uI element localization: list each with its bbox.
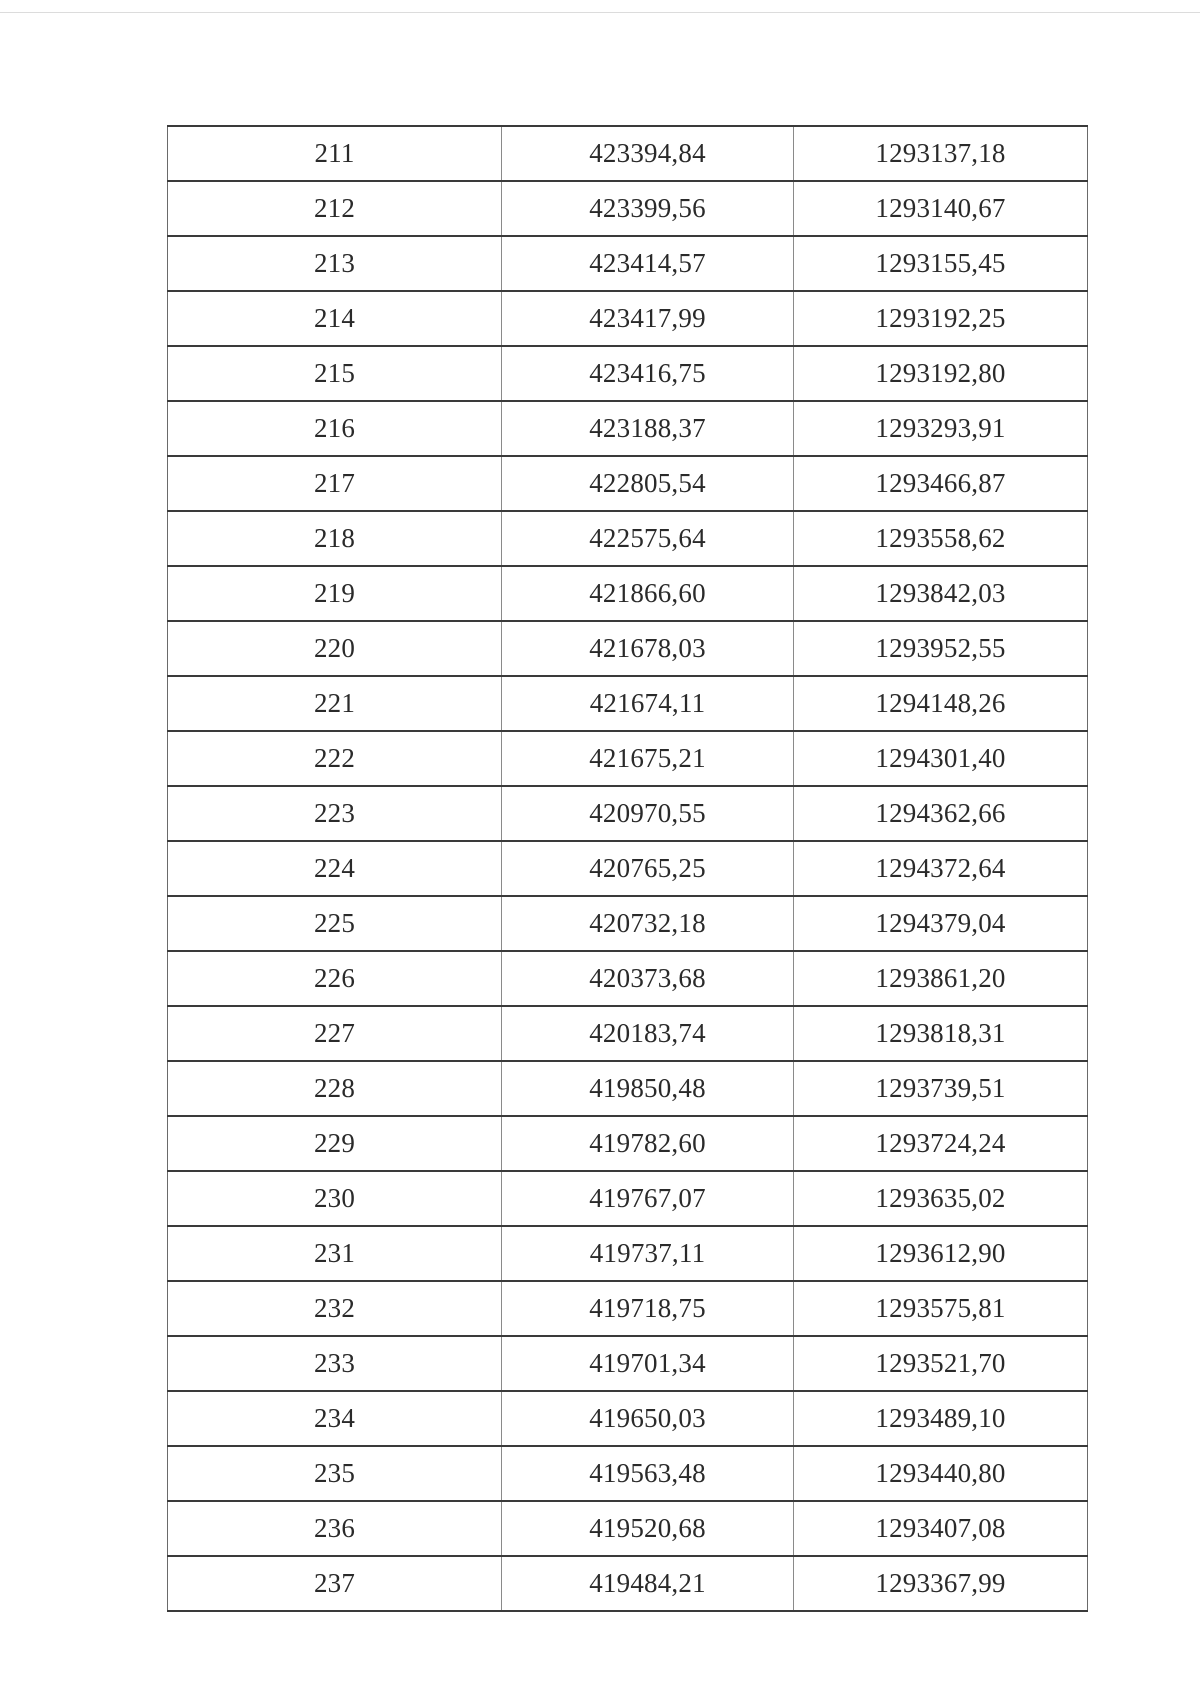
y-coordinate-cell: 1293575,81 [794, 1281, 1088, 1336]
coordinates-table-body [168, 126, 1088, 1611]
table-row [168, 456, 1088, 511]
y-coordinate-cell: 1293192,80 [794, 346, 1088, 401]
table-row [168, 566, 1088, 621]
y-coordinate-cell: 1293842,03 [794, 566, 1088, 621]
x-coordinate-cell: 419850,48 [502, 1061, 794, 1116]
table-row [168, 1226, 1088, 1281]
point-number-cell: 223 [168, 786, 502, 841]
x-coordinate-cell: 420183,74 [502, 1006, 794, 1061]
x-coordinate-cell: 420970,55 [502, 786, 794, 841]
y-coordinate-cell: 1293612,90 [794, 1226, 1088, 1281]
point-number-cell: 236 [168, 1501, 502, 1556]
point-number-cell: 222 [168, 731, 502, 786]
point-number-cell: 234 [168, 1391, 502, 1446]
x-coordinate-cell: 419484,21 [502, 1556, 794, 1611]
table-row [168, 291, 1088, 346]
y-coordinate-cell: 1294372,64 [794, 841, 1088, 896]
point-number-cell: 212 [168, 181, 502, 236]
point-number-cell: 227 [168, 1006, 502, 1061]
table-row [168, 1501, 1088, 1556]
x-coordinate-cell: 423394,84 [502, 126, 794, 181]
point-number-cell: 231 [168, 1226, 502, 1281]
point-number-cell: 217 [168, 456, 502, 511]
y-coordinate-cell: 1293739,51 [794, 1061, 1088, 1116]
point-number-cell: 228 [168, 1061, 502, 1116]
x-coordinate-cell: 421675,21 [502, 731, 794, 786]
y-coordinate-cell: 1293140,67 [794, 181, 1088, 236]
table-row [168, 1171, 1088, 1226]
x-coordinate-cell: 419520,68 [502, 1501, 794, 1556]
y-coordinate-cell: 1294148,26 [794, 676, 1088, 731]
table-row [168, 401, 1088, 456]
y-coordinate-cell: 1293861,20 [794, 951, 1088, 1006]
y-coordinate-cell: 1293489,10 [794, 1391, 1088, 1446]
table-row [168, 511, 1088, 566]
table-row [168, 181, 1088, 236]
y-coordinate-cell: 1293521,70 [794, 1336, 1088, 1391]
x-coordinate-cell: 420732,18 [502, 896, 794, 951]
point-number-cell: 237 [168, 1556, 502, 1611]
point-number-cell: 216 [168, 401, 502, 456]
table-row [168, 841, 1088, 896]
point-number-cell: 213 [168, 236, 502, 291]
y-coordinate-cell: 1293293,91 [794, 401, 1088, 456]
x-coordinate-cell: 421866,60 [502, 566, 794, 621]
point-number-cell: 225 [168, 896, 502, 951]
x-coordinate-cell: 423416,75 [502, 346, 794, 401]
table-row [168, 1116, 1088, 1171]
x-coordinate-cell: 423417,99 [502, 291, 794, 346]
scan-top-edge [0, 12, 1200, 13]
x-coordinate-cell: 419650,03 [502, 1391, 794, 1446]
table-row [168, 1556, 1088, 1611]
y-coordinate-cell: 1293466,87 [794, 456, 1088, 511]
y-coordinate-cell: 1294362,66 [794, 786, 1088, 841]
point-number-cell: 211 [168, 126, 502, 181]
table-row [168, 1061, 1088, 1116]
x-coordinate-cell: 423399,56 [502, 181, 794, 236]
y-coordinate-cell: 1293952,55 [794, 621, 1088, 676]
x-coordinate-cell: 421674,11 [502, 676, 794, 731]
table-row [168, 731, 1088, 786]
x-coordinate-cell: 419563,48 [502, 1446, 794, 1501]
table-row [168, 951, 1088, 1006]
point-number-cell: 215 [168, 346, 502, 401]
table-row [168, 786, 1088, 841]
point-number-cell: 230 [168, 1171, 502, 1226]
x-coordinate-cell: 419737,11 [502, 1226, 794, 1281]
table-row [168, 896, 1088, 951]
x-coordinate-cell: 420765,25 [502, 841, 794, 896]
point-number-cell: 218 [168, 511, 502, 566]
table-row [168, 1336, 1088, 1391]
y-coordinate-cell: 1293407,08 [794, 1501, 1088, 1556]
x-coordinate-cell: 423414,57 [502, 236, 794, 291]
point-number-cell: 233 [168, 1336, 502, 1391]
point-number-cell: 221 [168, 676, 502, 731]
table-row [168, 126, 1088, 181]
point-number-cell: 224 [168, 841, 502, 896]
y-coordinate-cell: 1293192,25 [794, 291, 1088, 346]
x-coordinate-cell: 419701,34 [502, 1336, 794, 1391]
y-coordinate-cell: 1294301,40 [794, 731, 1088, 786]
point-number-cell: 219 [168, 566, 502, 621]
x-coordinate-cell: 419718,75 [502, 1281, 794, 1336]
table-row [168, 346, 1088, 401]
x-coordinate-cell: 423188,37 [502, 401, 794, 456]
table-row [168, 676, 1088, 731]
table-row [168, 236, 1088, 291]
y-coordinate-cell: 1293440,80 [794, 1446, 1088, 1501]
table-row [168, 1006, 1088, 1061]
table-row [168, 621, 1088, 676]
x-coordinate-cell: 420373,68 [502, 951, 794, 1006]
y-coordinate-cell: 1293635,02 [794, 1171, 1088, 1226]
y-coordinate-cell: 1293155,45 [794, 236, 1088, 291]
x-coordinate-cell: 419782,60 [502, 1116, 794, 1171]
y-coordinate-cell: 1293137,18 [794, 126, 1088, 181]
x-coordinate-cell: 421678,03 [502, 621, 794, 676]
table-row [168, 1446, 1088, 1501]
point-number-cell: 235 [168, 1446, 502, 1501]
x-coordinate-cell: 422575,64 [502, 511, 794, 566]
y-coordinate-cell: 1294379,04 [794, 896, 1088, 951]
x-coordinate-cell: 422805,54 [502, 456, 794, 511]
point-number-cell: 229 [168, 1116, 502, 1171]
y-coordinate-cell: 1293724,24 [794, 1116, 1088, 1171]
y-coordinate-cell: 1293558,62 [794, 511, 1088, 566]
y-coordinate-cell: 1293818,31 [794, 1006, 1088, 1061]
y-coordinate-cell: 1293367,99 [794, 1556, 1088, 1611]
point-number-cell: 232 [168, 1281, 502, 1336]
point-number-cell: 226 [168, 951, 502, 1006]
point-number-cell: 220 [168, 621, 502, 676]
table-row [168, 1281, 1088, 1336]
x-coordinate-cell: 419767,07 [502, 1171, 794, 1226]
table-row [168, 1391, 1088, 1446]
point-number-cell: 214 [168, 291, 502, 346]
coordinates-table [167, 125, 1088, 1612]
